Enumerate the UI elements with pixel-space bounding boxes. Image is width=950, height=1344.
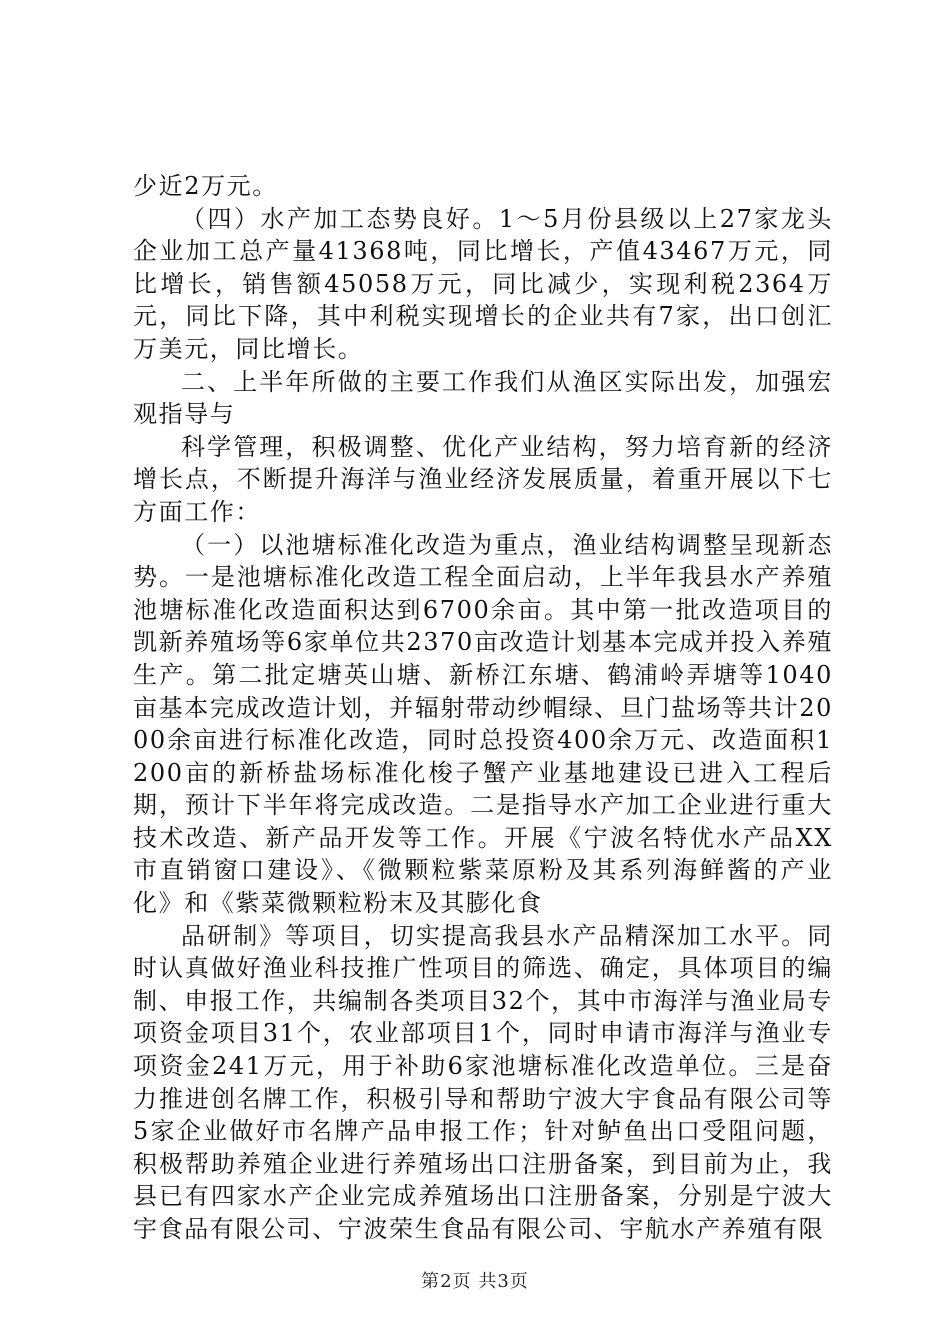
page-number-footer: 第2页 共3页 [421,1271,529,1292]
paragraph-5: （一）以池塘标准化改造为重点，渔业结构调整呈现新态势。一是池塘标准化改造工程全面启动，上半年我县水产养殖池塘标准化改造面积达到6700余亩。其中第一批改造项目的凯新养殖场等6家单位共2370亩改造计划基本完成并投入养殖生产。第二批定塘英山塘、新桥江东塘、鹤浦岭弄塘等1040亩基本完成改造计划，并辐射带动纱帽绿、旦门盐场等共计2000余亩进行标准化改造，同时总投资400余万元、改造面积1200亩的新桥盐场标准化梭子蟹产业基地建设已进入工程后期，预计下半年将完成改造。二是指导水产加工企业进行重大技术改造、新产品开发等工作。开展《宁波名特优水产品XX市直销窗口建设》、《微颗粒紫菜原粉及其系列海鲜酱的产业化》和《紫菜微颗粒粉末及其膨化食 [133,530,833,918]
paragraph-3: 二、上半年所做的主要工作我们从渔区实际出发，加强宏观指导与 [133,367,833,429]
paragraph-4: 科学管理，积极调整、优化产业结构，努力培育新的经济增长点，不断提升海洋与渔业经济发展质量，着重开展以下七方面工作： [133,432,833,526]
paragraph-6: 品研制》等项目，切实提高我县水产品精深加工水平。同时认真做好渔业科技推广性项目的筛选、确定，具体项目的编制、申报工作，共编制各类项目32个，其中市海洋与渔业局专项资金项目31个，农业部项目1个，同时申请市海洋与渔业专项资金241万元，用于补助6家池塘标准化改造单位。三是奋力推进创名牌工作，积极引导和帮助宁波大宇食品有限公司等5家企业做好市名牌产品申报工作；针对鲈鱼出口受阻问题，积极帮助养殖企业进行养殖场出口注册备案，到目前为止，我县已有四家水产企业完成养殖场出口注册备案，分别是宁波大宇食品有限公司、宁波荣生食品有限公司、宇航水产养殖有限 [133,921,833,1243]
paragraph-2: （四）水产加工态势良好。1～5月份县级以上27家龙头企业加工总产量41368吨，同比增长，产值43467万元，同比增长，销售额45058万元，同比减少，实现利税2364万元，同比下降，其中利税实现增长的企业共有7家，出口创汇万美元，同比增长。 [133,204,833,363]
paragraph-1: 少近2万元。 [133,172,278,200]
document-body [133,170,833,1246]
